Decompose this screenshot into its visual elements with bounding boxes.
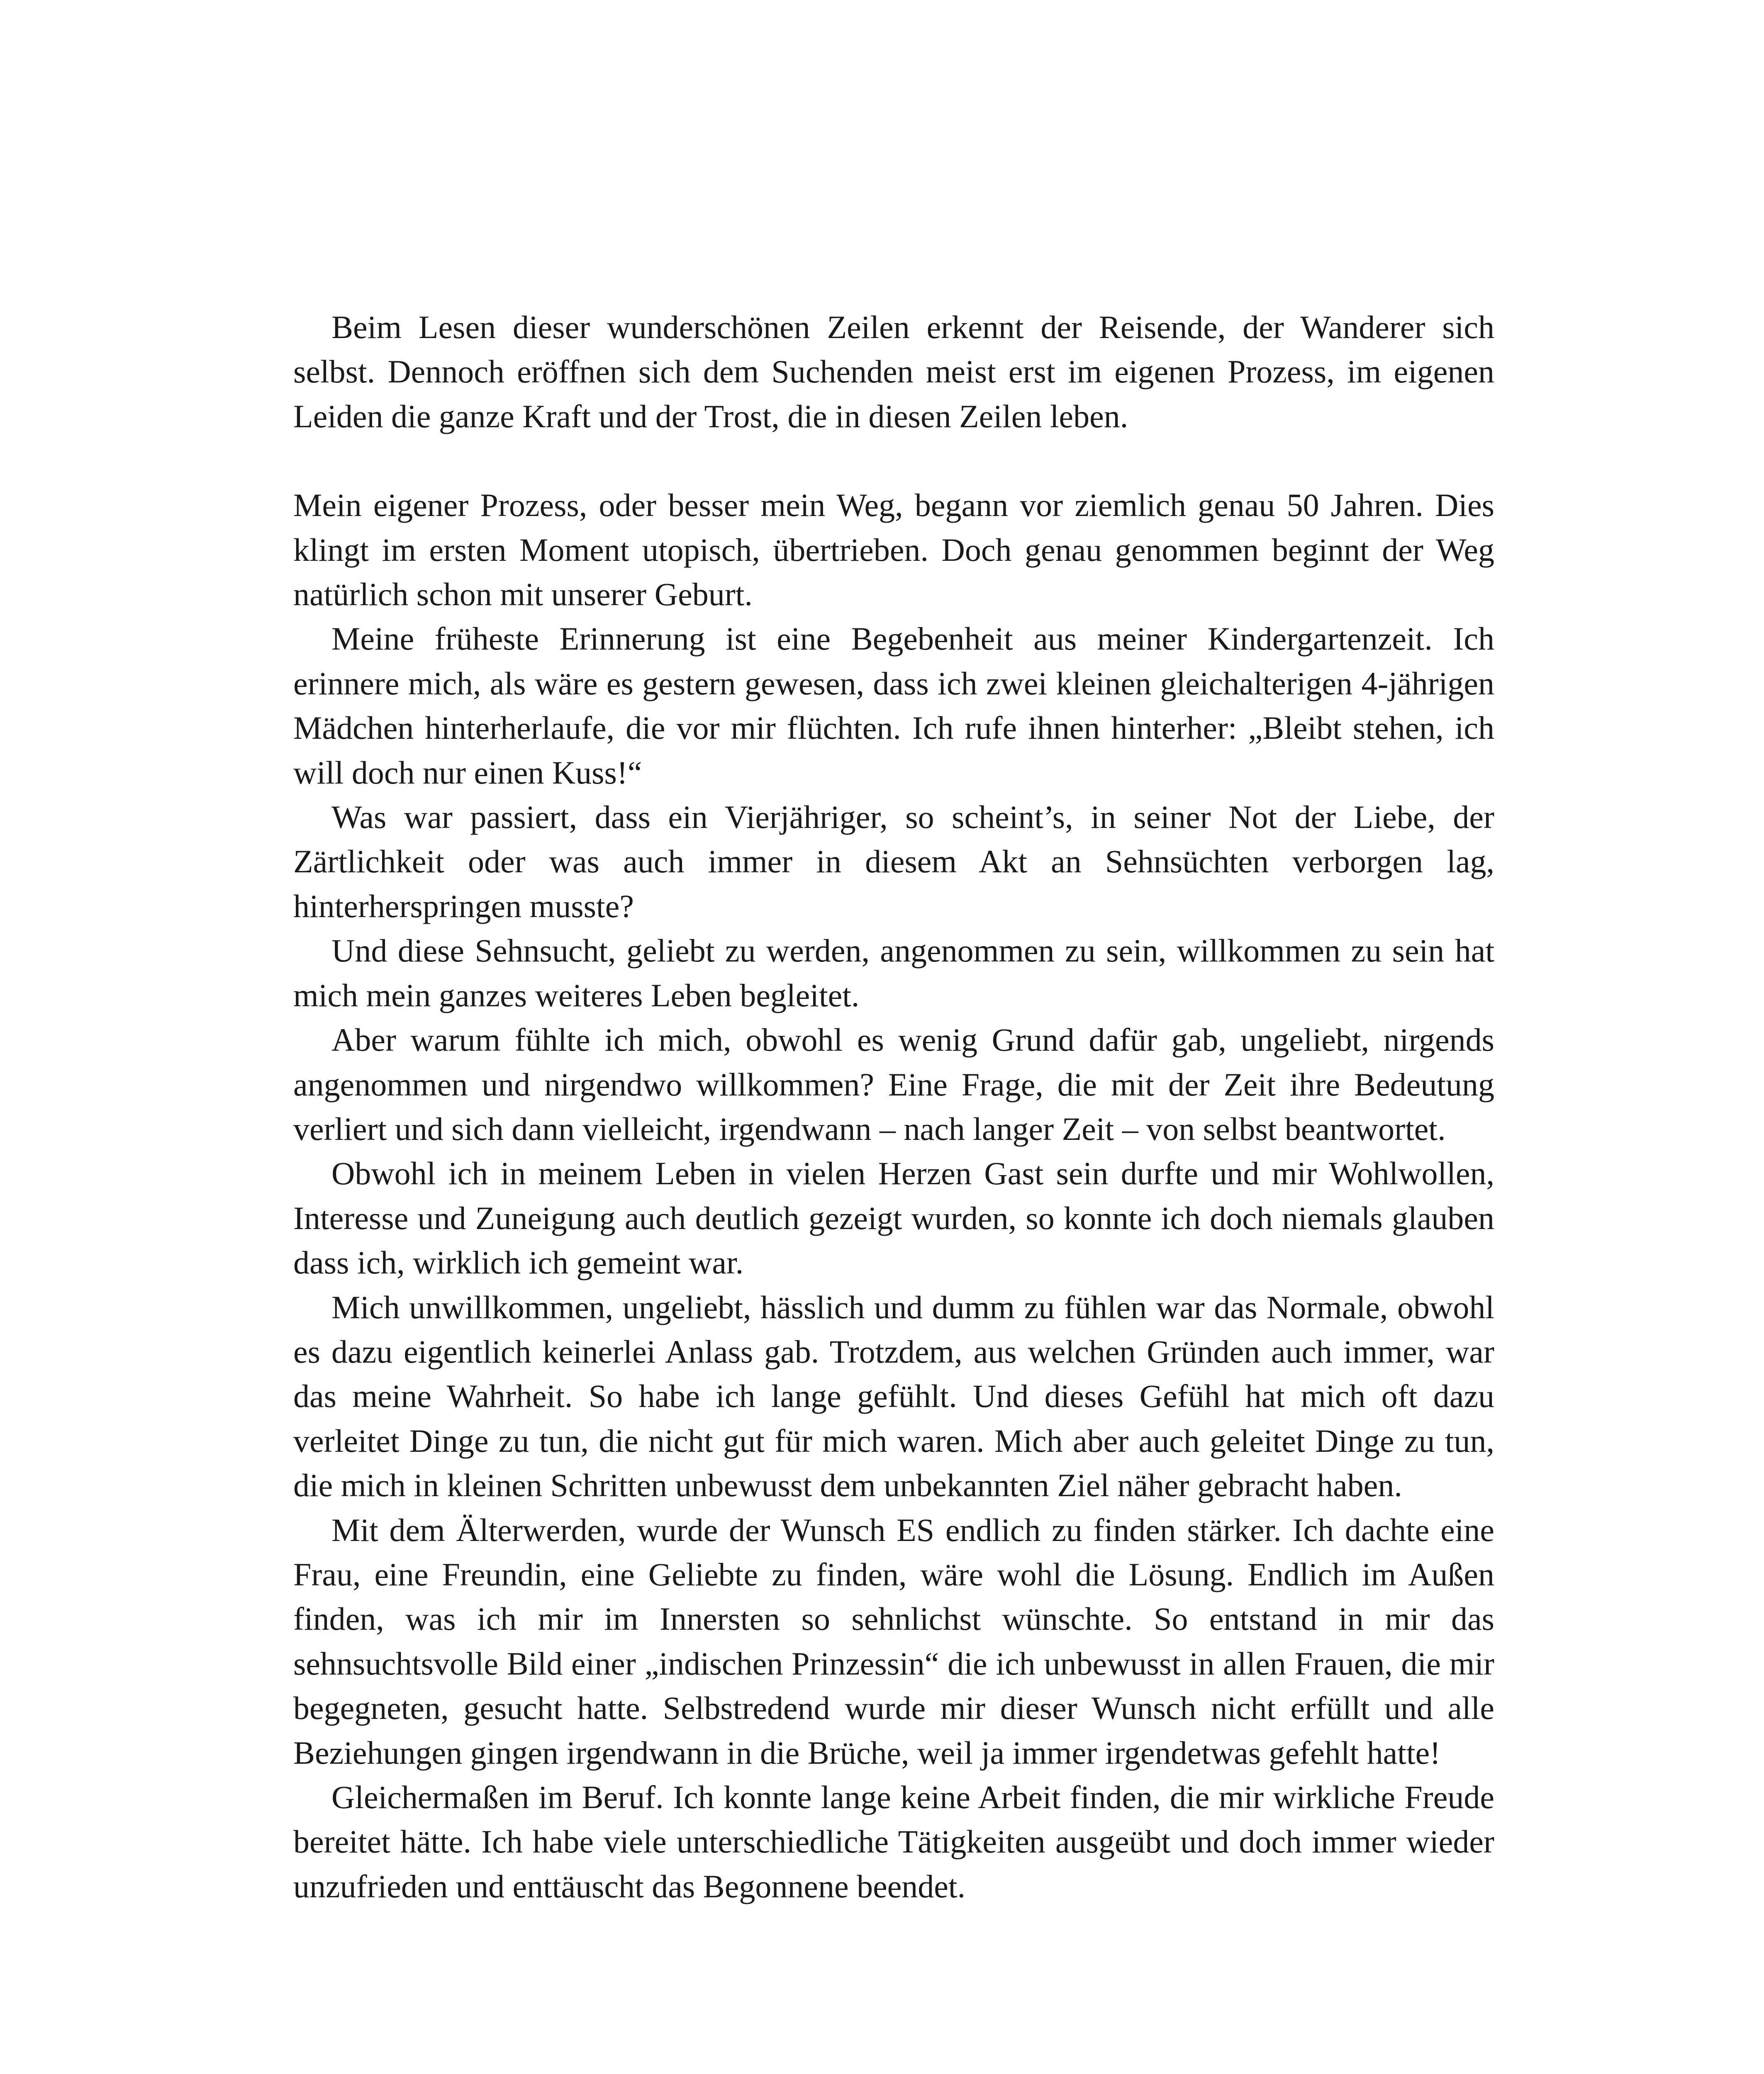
paragraph-5: Und diese Sehnsucht, geliebt zu werden, angenommen zu sein, willkommen zu sein hat mich mein ganzes weiteres Leben begleitet. (293, 932, 1494, 1013)
paragraph-7: Obwohl ich in meinem Leben in vielen Herzen Gast sein durfte und mir Wohlwollen, Interesse und Zuneigung auch deutlich gezeigt wurden, so konnte ich doch niemals glauben dass ich, wirklich ich gemeint war. (293, 1155, 1494, 1281)
paragraph-3: Meine früheste Erinnerung ist eine Begebenheit aus meiner Kindergartenzeit. Ich erinnere mich, als wäre es gestern gewesen, dass ich zwei kleinen gleichalterigen 4-jährigen Mädchen hinterherlaufe, die vor mir flüchten. Ich rufe ihnen hinterher: „Bleibt stehen, ich will doch nur einen Kuss!“ (293, 621, 1494, 791)
paragraph-8: Mich unwillkommen, ungeliebt, hässlich und dumm zu fühlen war das Normale, obwohl es dazu eigentlich keinerlei Anlass gab. Trotzdem, aus welchen Gründen auch immer, war das meine Wahrheit. So habe ich lange gefühlt. Und dieses Gefühl hat mich oft dazu verleitet Dinge zu tun, die nicht gut für mich waren. Mich aber auch geleitet Dinge zu tun, die mich in kleinen Schritten unbewusst dem unbekannten Ziel näher gebracht haben. (293, 1289, 1494, 1504)
paragraph-9: Mit dem Älterwerden, wurde der Wunsch ES endlich zu finden stärker. Ich dachte eine Frau, eine Freundin, eine Geliebte zu finden, wäre wohl die Lösung. Endlich im Außen finden, was ich mir im Innersten so sehnlichst wünschte. So entstand in mir das sehnsuchtsvolle Bild einer „indischen Prinzessin“ die ich unbewusst in allen Frauen, die mir begegneten, gesucht hatte. Selbstredend wurde mir dieser Wunsch nicht erfüllt und alle Beziehungen gingen irgendwann in die Brüche, weil ja immer irgendetwas gefehlt hatte! (293, 1512, 1494, 1771)
paragraph-2: Mein eigener Prozess, oder besser mein Weg, begann vor ziemlich genau 50 Jahren. Dies klingt im ersten Moment utopisch, übertrieben. Doch genau genommen beginnt der Weg natürlich schon mit unserer Geburt. (293, 487, 1494, 613)
paragraph-6: Aber warum fühlte ich mich, obwohl es wenig Grund dafür gab, ungeliebt, nirgends angenommen und nirgendwo willkommen? Eine Frage, die mit der Zeit ihre Bedeutung verliert und sich dann vielleicht, irgendwann – nach langer Zeit – von selbst beantwortet. (293, 1022, 1494, 1147)
body-text (293, 305, 1494, 1908)
paragraph-4: Was war passiert, dass ein Vierjähriger, so scheint’s, in seiner Not der Liebe, der Zärtlichkeit oder was auch immer in diesem Akt an Sehnsüchten verborgen lag, hinterherspringen musste? (293, 799, 1494, 924)
paragraph-1: Beim Lesen dieser wunderschönen Zeilen erkennt der Reisende, der Wanderer sich selbst. Dennoch eröffnen sich dem Suchenden meist erst im eigenen Prozess, im eigenen Leiden die ganze Kraft und der Trost, die in diesen Zeilen leben. (293, 309, 1494, 434)
paragraph-10: Gleichermaßen im Beruf. Ich konnte lange keine Arbeit finden, die mir wirkliche Freude bereitet hätte. Ich habe viele unterschiedliche Tätigkeiten ausgeübt und doch immer wieder unzufrieden und enttäuscht das Begonnene beendet. (293, 1779, 1494, 1904)
